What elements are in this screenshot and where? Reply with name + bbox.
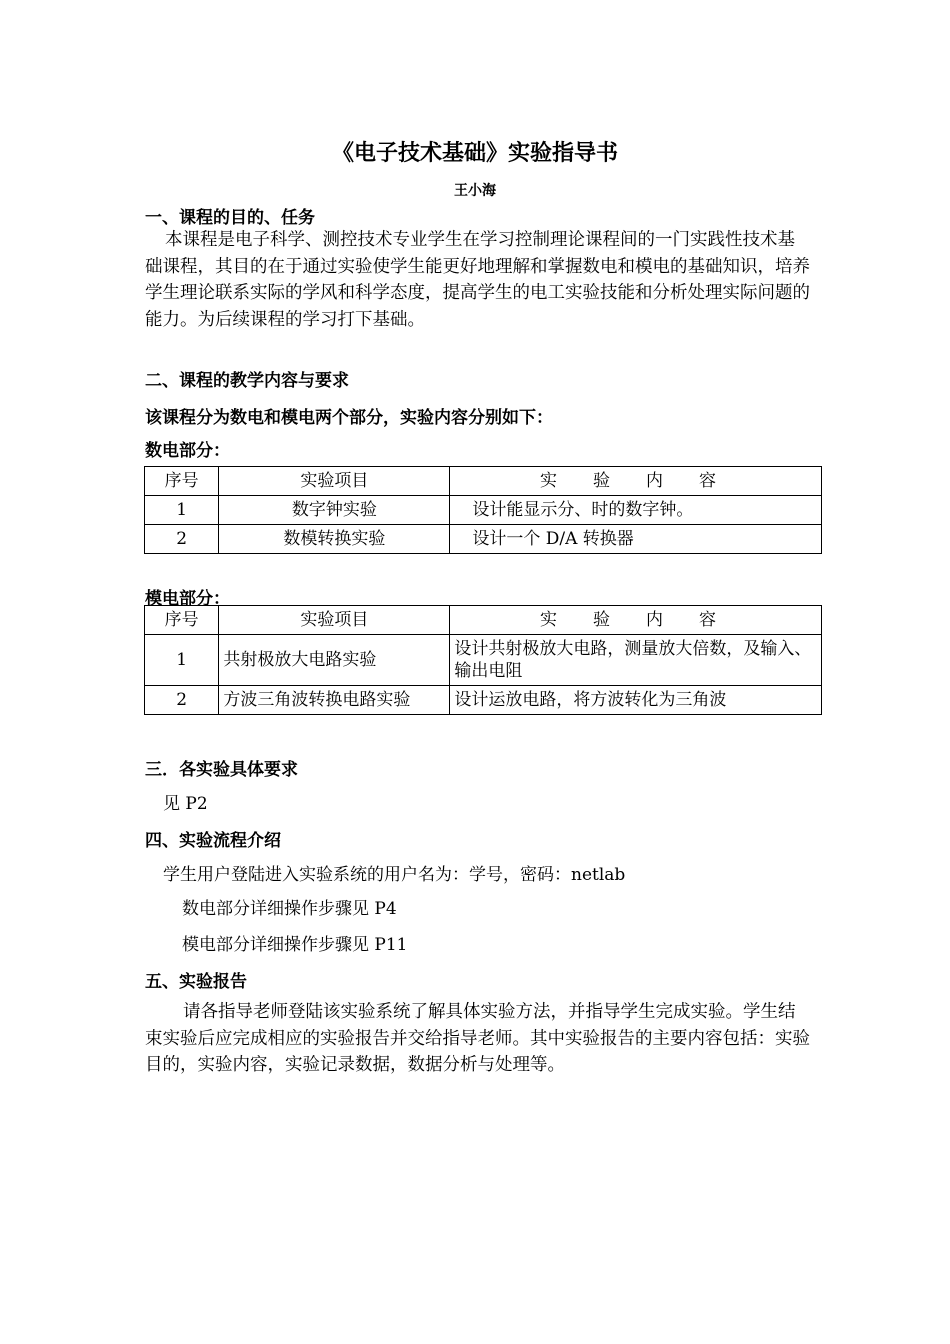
table-header-row — [145, 606, 822, 635]
digital-steps-ref: 数电部分详细操作步骤见 P4 — [182, 899, 397, 919]
cell-no: 2 — [145, 525, 219, 554]
header-no: 序号 — [145, 467, 219, 496]
section-1-body: 本课程是电子科学、测控技术专业学生在学习控制理论课程间的一门实践性技术基础课程，其目的在于通过实验使学生能更好地理解和掌握数电和模电的基础知识，培养学生理论联系实际的学风和科学态度，提高学生的电工实验技能和分析处理实际问题的能力。为后续课程的学习打下基础。 — [145, 230, 810, 330]
section-5-heading: 五、实验报告 — [145, 972, 247, 992]
cell-content: 设计能显示分、时的数字钟。 — [450, 496, 822, 525]
cell-item: 共射极放大电路实验 — [219, 635, 450, 686]
header-no: 序号 — [145, 606, 219, 635]
document-title: 《电子技术基础》实验指导书 — [331, 141, 618, 166]
section-3-body: 见 P2 — [163, 794, 208, 814]
table-header-row — [145, 467, 822, 496]
cell-no: 2 — [145, 686, 219, 715]
header-item: 实验项目 — [219, 606, 450, 635]
login-instructions: 学生用户登陆进入实验系统的用户名为：学号，密码：netlab — [163, 865, 626, 885]
table-row — [145, 496, 822, 525]
digital-part-label: 数电部分： — [145, 441, 230, 461]
table-row — [145, 686, 822, 715]
table-row — [145, 635, 822, 686]
cell-no: 1 — [145, 496, 219, 525]
analog-part-label: 模电部分： — [145, 589, 230, 609]
section-3-heading: 三．各实验具体要求 — [145, 760, 298, 780]
cell-content: 设计运放电路，将方波转化为三角波 — [450, 686, 822, 715]
section-2-intro: 该课程分为数电和模电两个部分，实验内容分别如下： — [145, 408, 553, 428]
cell-item: 方波三角波转换电路实验 — [219, 686, 450, 715]
section-5-body: 请各指导老师登陆该实验系统了解具体实验方法，并指导学生完成实验。学生结束实验后应完成相应的实验报告并交给指导老师。其中实验报告的主要内容包括：实验目的，实验内容，实验记录数据，数据分析与处理等。 — [145, 1002, 810, 1075]
cell-item: 数字钟实验 — [219, 496, 450, 525]
section-4-heading: 四、实验流程介绍 — [145, 831, 281, 851]
table-row — [145, 525, 822, 554]
cell-content: 设计一个 D/A 转换器 — [450, 525, 822, 554]
header-item: 实验项目 — [219, 467, 450, 496]
header-content: 实 验 内 容 — [450, 467, 822, 496]
cell-content: 设计共射极放大电路，测量放大倍数，及输入、输出电阻 — [450, 635, 822, 686]
cell-item: 数模转换实验 — [219, 525, 450, 554]
section-2-heading: 二、课程的教学内容与要求 — [145, 371, 349, 391]
digital-experiments-table — [144, 466, 822, 554]
document-author: 王小海 — [454, 183, 496, 199]
header-content: 实 验 内 容 — [450, 606, 822, 635]
cell-no: 1 — [145, 635, 219, 686]
section-1-heading: 一、课程的目的、任务 — [145, 208, 315, 228]
analog-experiments-table — [144, 605, 822, 715]
analog-steps-ref: 模电部分详细操作步骤见 P11 — [182, 935, 408, 955]
